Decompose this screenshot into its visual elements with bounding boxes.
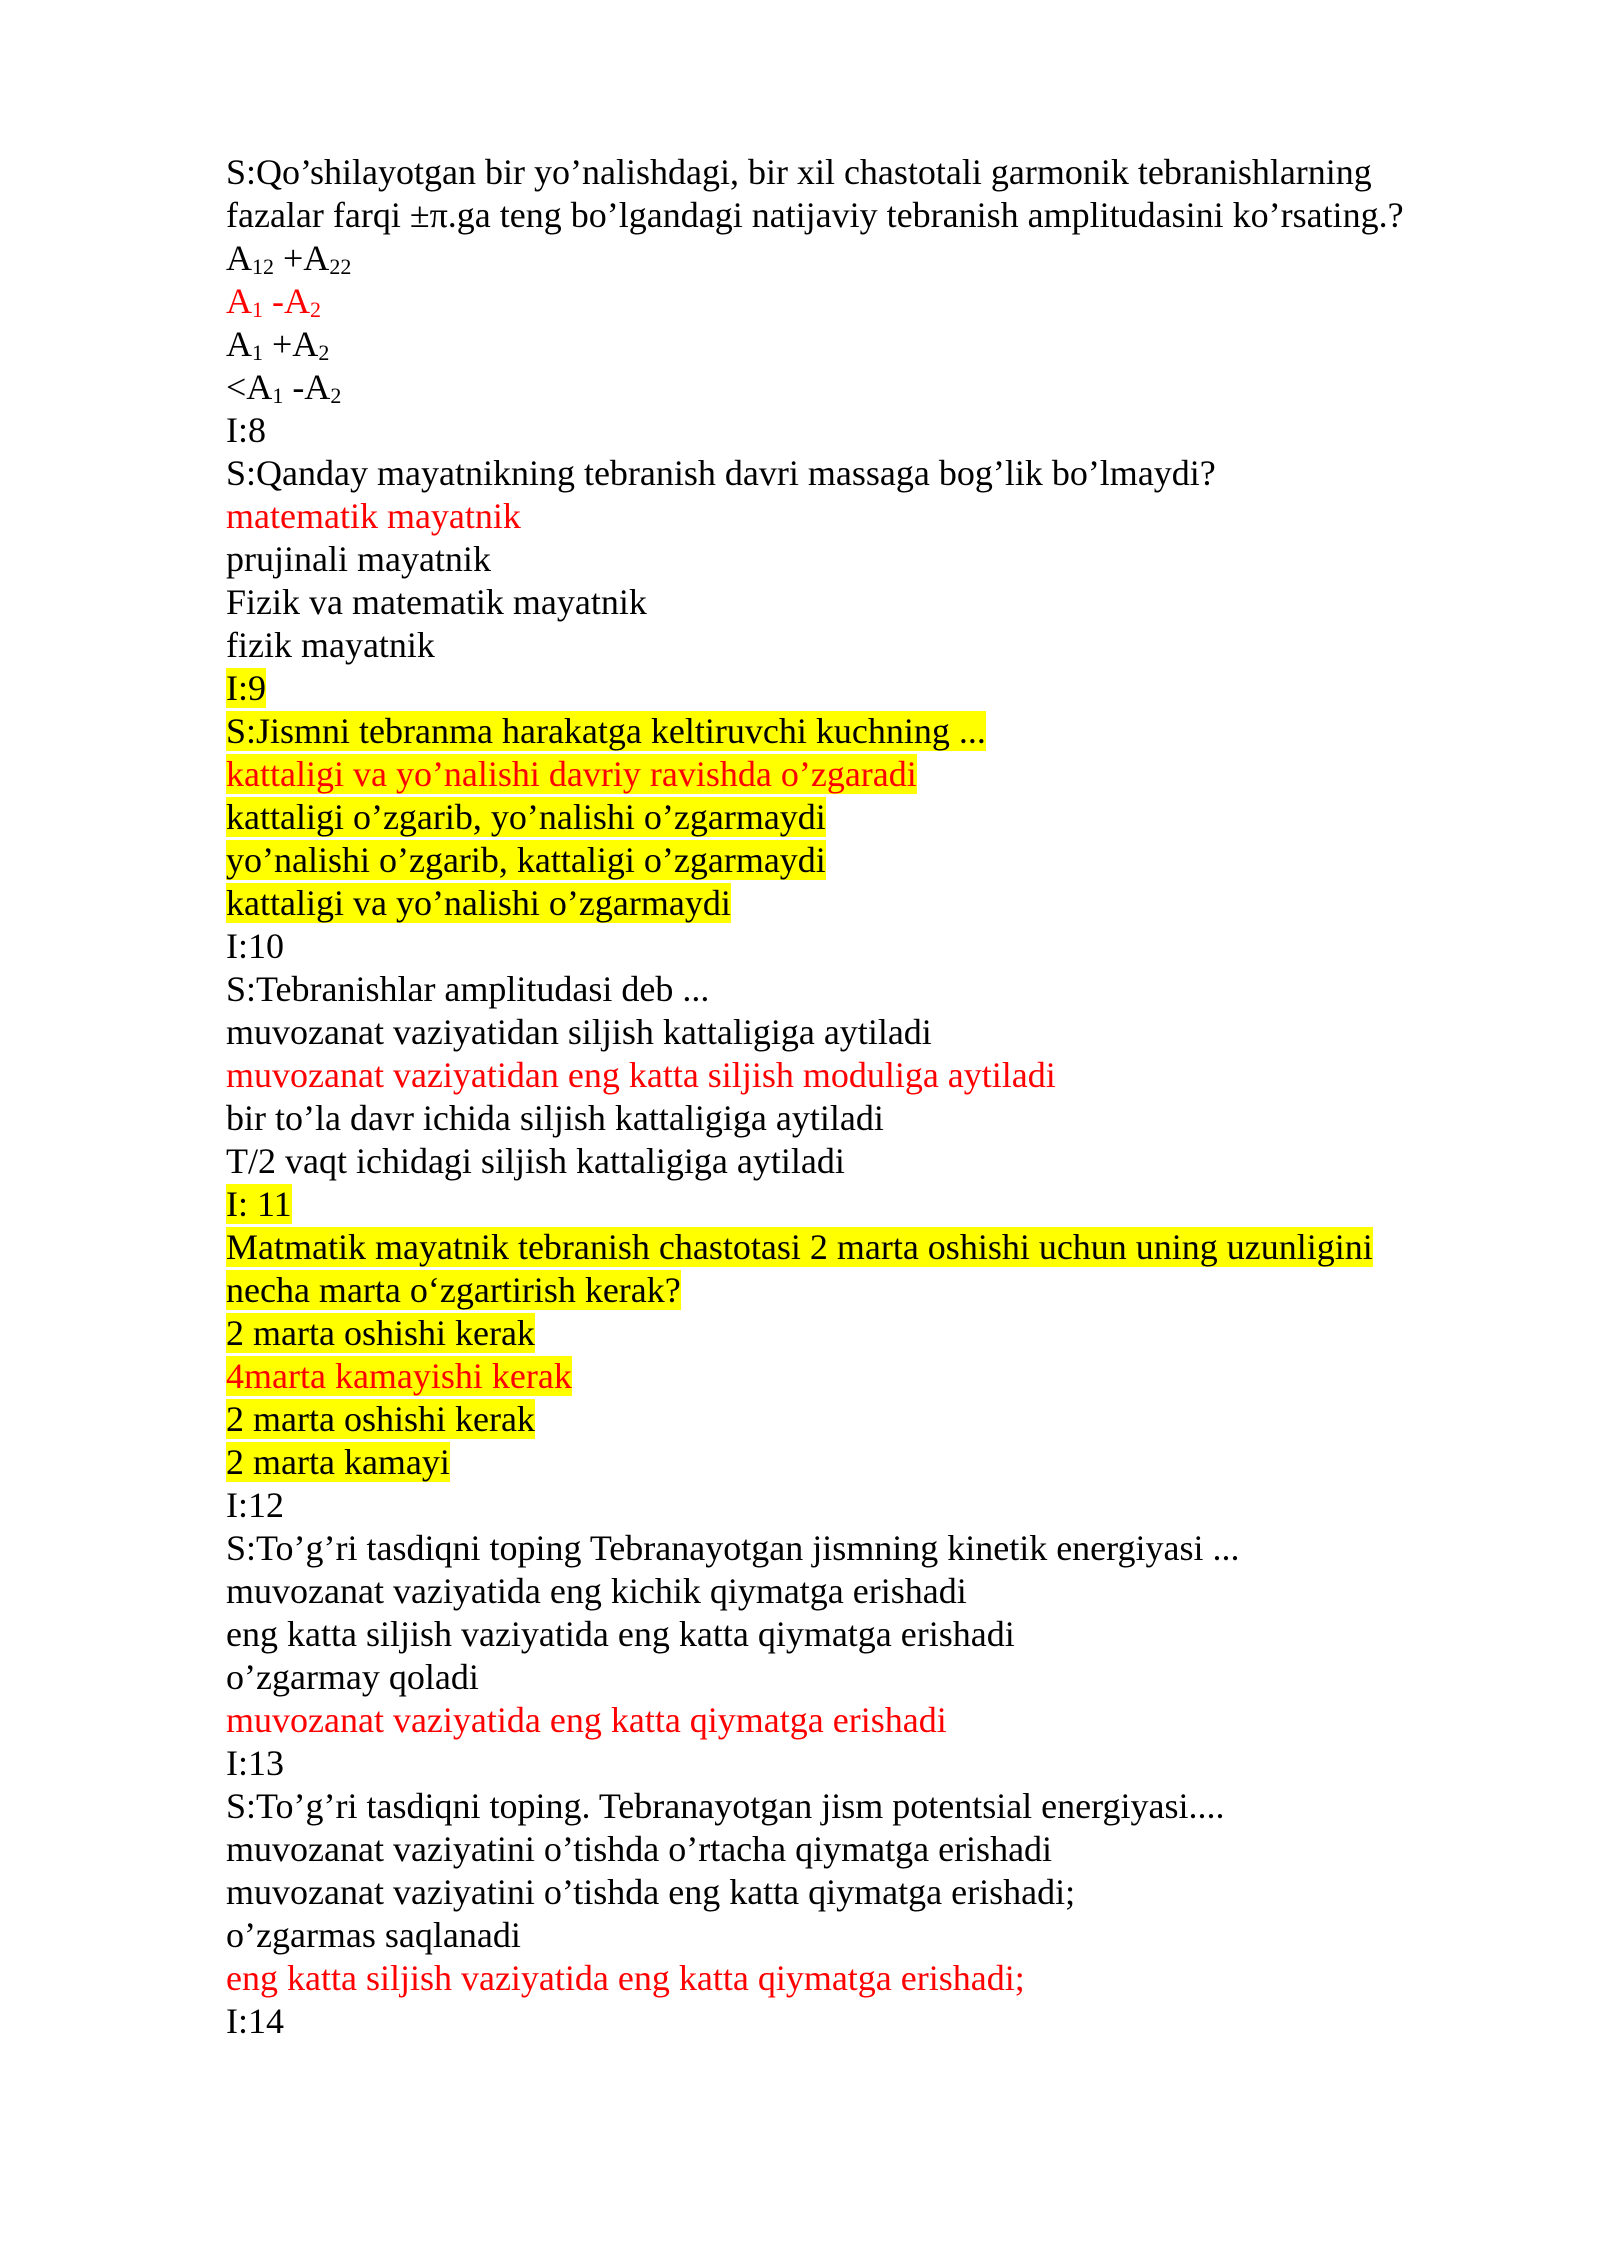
formula-subscript: 2 xyxy=(318,340,330,365)
answer-option: 2 marta oshishi kerak xyxy=(226,1313,535,1353)
answer-option: o’zgarmas saqlanadi xyxy=(226,1915,521,1955)
answer-option: kattaligi o’zgarib, yo’nalishi o’zgarmaydi xyxy=(226,797,826,837)
formula-subscript: 12 xyxy=(252,254,274,279)
answer-option: o’zgarmay qoladi xyxy=(226,1657,479,1697)
formula-symbol: A xyxy=(226,281,252,321)
question-stem: S:Qanday mayatnikning tebranish davri massaga bog’lik bo’lmaydi? xyxy=(226,453,1216,493)
formula-symbol: -A xyxy=(263,281,310,321)
question-stem: Matmatik mayatnik tebranish chastotasi 2 marta oshishi uchun uning uzunligini xyxy=(226,1227,1373,1267)
formula-subscript: 1 xyxy=(272,383,284,408)
question-stem: S:To’g’ri tasdiqni toping. Tebranayotgan jism potentsial energiyasi.... xyxy=(226,1786,1225,1826)
formula-subscript: 2 xyxy=(330,383,342,408)
answer-option: muvozanat vaziyatidan siljish kattaligiga aytiladi xyxy=(226,1012,932,1052)
answer-option: prujinali mayatnik xyxy=(226,539,491,579)
question-stem: necha marta o‘zgartirish kerak? xyxy=(226,1270,681,1310)
formula-subscript: 22 xyxy=(329,254,352,279)
formula-subscript: 2 xyxy=(310,297,321,322)
question-stem: S:Tebranishlar amplitudasi deb ... xyxy=(226,969,710,1009)
question-id: I:12 xyxy=(226,1485,284,1525)
answer-option: yo’nalishi o’zgarib, kattaligi o’zgarmaydi xyxy=(226,840,826,880)
question-stem: S:Qo’shilayotgan bir yo’nalishdagi, bir xil chastotali garmonik tebranishlarning xyxy=(226,152,1372,192)
answer-option: fizik mayatnik xyxy=(226,625,435,665)
question-id: I:14 xyxy=(226,2001,284,2041)
answer-option: muvozanat vaziyatini o’tishda eng katta qiymatga erishadi; xyxy=(226,1872,1076,1912)
answer-option: muvozanat vaziyatini o’tishda o’rtacha qiymatga erishadi xyxy=(226,1829,1053,1869)
formula-symbol: -A xyxy=(283,367,331,407)
question-id: I:9 xyxy=(226,668,266,708)
correct-answer-option: muvozanat vaziyatidan eng katta siljish moduliga aytiladi xyxy=(226,1055,1056,1095)
answer-option: T/2 vaqt ichidagi siljish kattaligiga aytiladi xyxy=(226,1141,845,1181)
correct-answer-option: eng katta siljish vaziyatida eng katta qiymatga erishadi; xyxy=(226,1958,1025,1998)
correct-answer-option xyxy=(226,280,1426,323)
answer-option: muvozanat vaziyatida eng kichik qiymatga erishadi xyxy=(226,1571,967,1611)
question-id: I:10 xyxy=(226,926,284,966)
answer-option: kattaligi va yo’nalishi o’zgarmaydi xyxy=(226,883,731,923)
question-id: I:13 xyxy=(226,1743,284,1783)
answer-option xyxy=(226,237,1426,280)
formula-subscript: 1 xyxy=(252,340,263,365)
question-id: I: 11 xyxy=(226,1184,292,1224)
correct-answer-option: kattaligi va yo’nalishi davriy ravishda o’zgaradi xyxy=(226,754,917,794)
formula-symbol: <A xyxy=(226,367,273,407)
document-page xyxy=(226,151,1426,2043)
correct-answer-option: 4marta kamayishi kerak xyxy=(226,1356,572,1396)
formula-symbol: A xyxy=(226,324,252,364)
question-stem: S:Jismni tebranma harakatga keltiruvchi kuchning ... xyxy=(226,711,986,751)
answer-option xyxy=(226,323,1426,366)
question-stem: fazalar farqi ±π.ga teng bo’lgandagi natijaviy tebranish amplitudasini ko’rsating.? xyxy=(226,195,1404,235)
question-stem: S:To’g’ri tasdiqni toping Tebranayotgan jismning kinetik energiyasi ... xyxy=(226,1528,1240,1568)
correct-answer-option: matematik mayatnik xyxy=(226,496,521,536)
formula-symbol: +A xyxy=(274,238,330,278)
formula-symbol: A xyxy=(226,238,252,278)
answer-option: Fizik va matematik mayatnik xyxy=(226,582,647,622)
answer-option: eng katta siljish vaziyatida eng katta qiymatga erishadi xyxy=(226,1614,1015,1654)
question-id: I:8 xyxy=(226,410,266,450)
answer-option: 2 marta kamayi xyxy=(226,1442,450,1482)
answer-option xyxy=(226,366,1426,409)
answer-option: bir to’la davr ichida siljish kattaligiga aytiladi xyxy=(226,1098,884,1138)
formula-symbol: +A xyxy=(263,324,319,364)
correct-answer-option: muvozanat vaziyatida eng katta qiymatga erishadi xyxy=(226,1700,947,1740)
answer-option: 2 marta oshishi kerak xyxy=(226,1399,535,1439)
formula-subscript: 1 xyxy=(252,297,263,322)
